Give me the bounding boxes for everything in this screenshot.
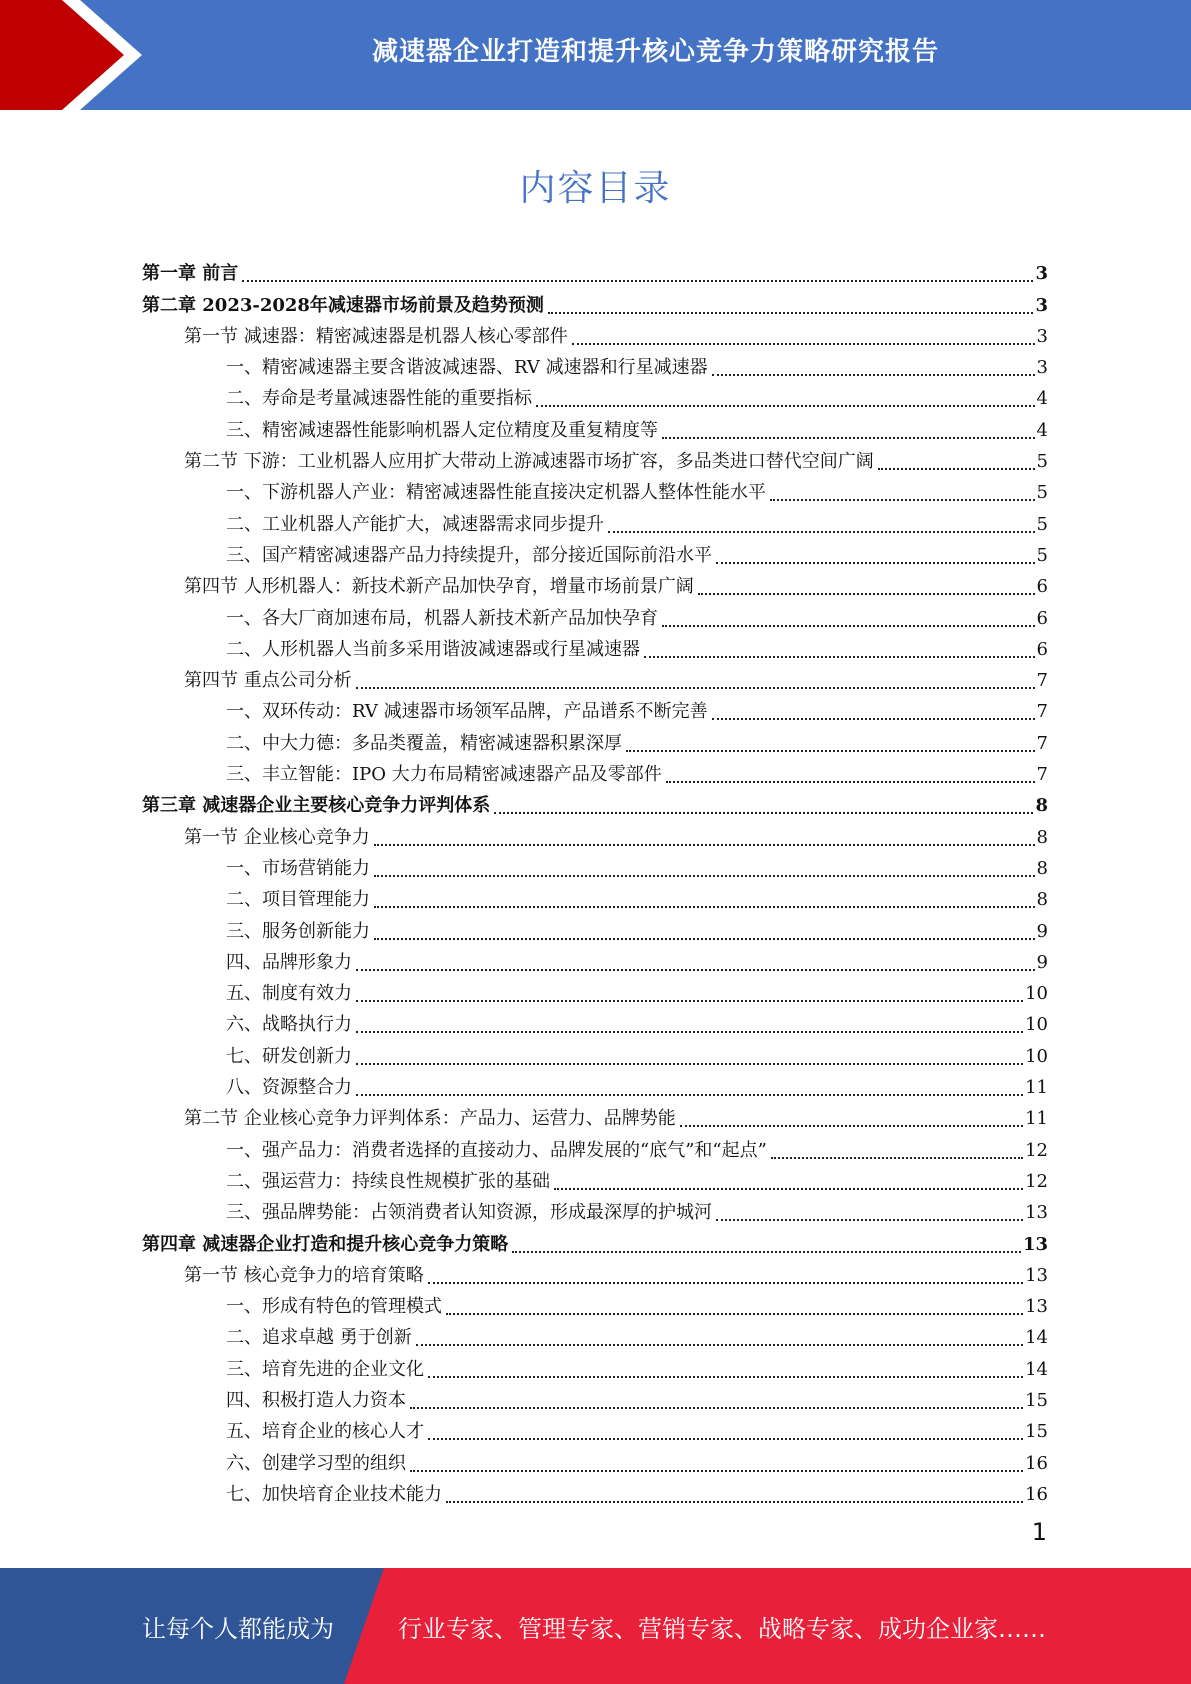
toc-entry[interactable] <box>142 817 1048 848</box>
toc-entry-text: 一、市场营销能力 <box>226 857 370 879</box>
dot-leader <box>608 513 1035 533</box>
toc-entry-page: 14 <box>1025 1358 1048 1380</box>
toc-entry[interactable] <box>142 849 1048 880</box>
page-footer <box>0 1568 1191 1684</box>
toc-entry-text: 三、丰立智能：IPO 大力布局精密减速器产品及零部件 <box>226 764 662 786</box>
toc-entry-text: 第四章 减速器企业打造和提升核心竞争力策略 <box>142 1233 509 1255</box>
dot-leader <box>712 356 1035 376</box>
dot-leader <box>374 888 1035 908</box>
toc-entry-page: 13 <box>1025 1202 1048 1224</box>
toc-entry-page: 3 <box>1036 357 1048 379</box>
dot-leader <box>374 826 1035 846</box>
toc-entry-text: 三、强品牌势能：占领消费者认知资源，形成最深厚的护城河 <box>226 1202 712 1224</box>
toc-entry-page: 16 <box>1025 1483 1048 1505</box>
toc-entry-page: 7 <box>1036 670 1048 692</box>
dot-leader <box>716 544 1035 564</box>
toc-entry-text: 第一节 减速器：精密减速器是机器人核心零部件 <box>184 325 568 347</box>
dot-leader <box>446 1483 1023 1503</box>
toc-entry[interactable] <box>142 1036 1048 1067</box>
toc-entry-text: 一、形成有特色的管理模式 <box>226 1296 442 1318</box>
toc-entry[interactable] <box>142 1381 1048 1412</box>
dot-leader <box>446 1295 1023 1315</box>
toc-entry-text: 一、各大厂商加速布局，机器人新技术新产品加快孕育 <box>226 607 658 629</box>
toc-entry-text: 一、下游机器人产业：精密减速器性能直接决定机器人整体性能水平 <box>226 482 766 504</box>
toc-entry-text: 二、人形机器人当前多采用谐波减速器或行星减速器 <box>226 638 640 660</box>
toc-entry-page: 11 <box>1025 1077 1048 1099</box>
toc-entry-page: 10 <box>1025 1014 1048 1036</box>
toc-entry-page: 8 <box>1036 857 1048 879</box>
toc-entry[interactable] <box>142 1287 1048 1318</box>
toc-entry-text: 第一节 核心竞争力的培育策略 <box>184 1264 424 1286</box>
toc-entry[interactable] <box>142 786 1048 817</box>
dot-leader <box>662 419 1035 439</box>
toc-entry-page: 3 <box>1036 325 1048 347</box>
toc-entry-page: 8 <box>1036 889 1048 911</box>
toc-entry-page: 8 <box>1036 826 1048 848</box>
toc-entry[interactable] <box>142 1256 1048 1287</box>
toc-entry-text: 四、品牌形象力 <box>226 951 352 973</box>
toc-entry-page: 15 <box>1025 1421 1048 1443</box>
dot-leader <box>374 920 1035 940</box>
dot-leader <box>712 700 1035 720</box>
toc-entry-text: 三、精密减速器性能影响机器人定位精度及重复精度等 <box>226 419 658 441</box>
toc-entry-page: 5 <box>1036 513 1048 535</box>
dot-leader <box>770 481 1035 501</box>
dot-leader <box>356 1076 1023 1096</box>
toc-entry[interactable] <box>142 348 1048 379</box>
toc-entry-page: 14 <box>1025 1327 1048 1349</box>
toc-entry-text: 第三章 减速器企业主要核心竞争力评判体系 <box>142 795 491 817</box>
toc-entry[interactable] <box>142 473 1048 504</box>
chevron-arrow-icon <box>0 0 160 110</box>
toc-entry[interactable] <box>142 692 1048 723</box>
toc-entry[interactable] <box>142 379 1048 410</box>
toc-entry[interactable] <box>142 1318 1048 1349</box>
toc-entry-text: 八、资源整合力 <box>226 1077 352 1099</box>
toc-entry-page: 7 <box>1036 764 1048 786</box>
toc-entry-text: 二、追求卓越 勇于创新 <box>226 1327 412 1349</box>
dot-leader <box>356 982 1023 1002</box>
toc-entry-page: 5 <box>1036 482 1048 504</box>
toc-entry-text: 五、制度有效力 <box>226 983 352 1005</box>
toc-entry-page: 11 <box>1025 1108 1048 1130</box>
toc-entry-text: 六、创建学习型的组织 <box>226 1452 406 1474</box>
toc-entry-text: 第一节 企业核心竞争力 <box>184 826 370 848</box>
toc-entry[interactable] <box>142 442 1048 473</box>
toc-entry-text: 第四节 人形机器人：新技术新产品加快孕育，增量市场前景广阔 <box>184 576 694 598</box>
dot-leader <box>644 638 1035 658</box>
toc-entry-page: 13 <box>1025 1296 1048 1318</box>
toc-entry[interactable] <box>142 630 1048 661</box>
toc-entry[interactable] <box>142 536 1048 567</box>
dot-leader <box>662 607 1035 627</box>
toc-entry[interactable] <box>142 755 1048 786</box>
toc-entry[interactable] <box>142 1068 1048 1099</box>
toc-entry-page: 10 <box>1025 1045 1048 1067</box>
footer-slogan-left: 让每个人都能成为 <box>142 1614 334 1643</box>
dot-leader <box>554 1170 1023 1190</box>
toc-entry-page: 10 <box>1025 983 1048 1005</box>
toc-entry-page: 15 <box>1025 1389 1048 1411</box>
toc-entry-text: 第二章 2023-2028年减速器市场前景及趋势预测 <box>142 294 544 316</box>
toc-entry-text: 二、强运营力：持续良性规模扩张的基础 <box>226 1170 550 1192</box>
toc-entry-page: 9 <box>1036 920 1048 942</box>
toc-entry-text: 四、积极打造人力资本 <box>226 1389 406 1411</box>
toc-entry[interactable] <box>142 1443 1048 1474</box>
toc-entry-text: 二、寿命是考量减速器性能的重要指标 <box>226 388 532 410</box>
toc-entry-page: 3 <box>1035 263 1048 285</box>
dot-leader <box>680 1107 1023 1127</box>
toc-entry-page: 5 <box>1036 544 1048 566</box>
toc-entry-page: 4 <box>1036 388 1048 410</box>
dot-leader <box>878 450 1035 470</box>
toc-entry-text: 二、项目管理能力 <box>226 889 370 911</box>
toc-heading: 内容目录 <box>519 168 672 209</box>
dot-leader <box>666 763 1035 783</box>
toc-entry[interactable] <box>142 410 1048 441</box>
dot-leader <box>416 1326 1023 1346</box>
toc-entry[interactable] <box>142 1475 1048 1506</box>
toc-entry-text: 七、研发创新力 <box>226 1045 352 1067</box>
toc-entry[interactable] <box>142 285 1048 316</box>
dot-leader <box>771 1139 1023 1159</box>
toc-entry[interactable] <box>142 254 1048 285</box>
dot-leader <box>374 857 1035 877</box>
dot-leader <box>548 294 1034 314</box>
toc-entry-text: 二、工业机器人产能扩大，减速器需求同步提升 <box>226 513 604 535</box>
toc-entry-text: 三、服务创新能力 <box>226 920 370 942</box>
toc-entry-page: 3 <box>1035 294 1048 316</box>
toc-entry-page: 4 <box>1036 419 1048 441</box>
dot-leader <box>410 1389 1023 1409</box>
toc-entry[interactable] <box>142 880 1048 911</box>
dot-leader <box>356 1013 1023 1033</box>
toc-entry[interactable] <box>142 1224 1048 1255</box>
toc-entry[interactable] <box>142 567 1048 598</box>
toc-entry-text: 第四节 重点公司分析 <box>184 670 352 692</box>
toc-entry-page: 7 <box>1036 732 1048 754</box>
toc-entry[interactable] <box>142 1162 1048 1193</box>
toc-entry-text: 二、中大力德：多品类覆盖，精密减速器积累深厚 <box>226 732 622 754</box>
dot-leader <box>536 387 1035 407</box>
toc-entry[interactable] <box>142 1412 1048 1443</box>
toc-entry-text: 三、培育先进的企业文化 <box>226 1358 424 1380</box>
dot-leader <box>356 951 1035 971</box>
dot-leader <box>716 1201 1023 1221</box>
dot-leader <box>512 1233 1021 1253</box>
toc-entry-page: 16 <box>1025 1452 1048 1474</box>
toc-entry-page: 6 <box>1036 607 1048 629</box>
dot-leader <box>572 325 1035 345</box>
footer-slogan-right: 行业专家、管理专家、营销专家、战略专家、成功企业家…… <box>398 1614 1046 1643</box>
dot-leader <box>356 1045 1023 1065</box>
dot-leader <box>428 1358 1023 1378</box>
table-of-contents <box>142 254 1048 1506</box>
toc-entry-text: 五、培育企业的核心人才 <box>226 1421 424 1443</box>
dot-leader <box>242 262 1033 282</box>
toc-entry-page: 13 <box>1022 1233 1048 1255</box>
toc-entry[interactable] <box>142 723 1048 754</box>
toc-entry[interactable] <box>142 911 1048 942</box>
toc-entry-text: 七、加快培育企业技术能力 <box>226 1483 442 1505</box>
dot-leader <box>410 1452 1023 1472</box>
toc-entry[interactable] <box>142 1130 1048 1161</box>
dot-leader <box>626 732 1035 752</box>
toc-entry[interactable] <box>142 661 1048 692</box>
toc-entry-page: 8 <box>1035 795 1048 817</box>
toc-entry-text: 一、双环传动：RV 减速器市场领军品牌，产品谱系不断完善 <box>226 701 708 723</box>
toc-entry-text: 第一章 前言 <box>142 263 239 285</box>
toc-entry-text: 第二节 企业核心竞争力评判体系：产品力、运营力、品牌势能 <box>184 1108 676 1130</box>
page-number: 1 <box>1031 1518 1047 1546</box>
toc-entry[interactable] <box>142 943 1048 974</box>
dot-leader <box>428 1420 1023 1440</box>
toc-entry-page: 12 <box>1025 1170 1048 1192</box>
toc-entry-page: 13 <box>1025 1264 1048 1286</box>
toc-entry[interactable] <box>142 317 1048 348</box>
report-title: 减速器企业打造和提升核心竞争力策略研究报告 <box>371 36 939 67</box>
toc-entry-text: 一、强产品力：消费者选择的直接动力、品牌发展的“底气”和“起点” <box>226 1139 767 1161</box>
toc-entry[interactable] <box>142 598 1048 629</box>
toc-entry-page: 9 <box>1036 951 1048 973</box>
toc-entry[interactable] <box>142 1005 1048 1036</box>
toc-entry-page: 6 <box>1036 576 1048 598</box>
toc-entry-page: 5 <box>1036 451 1048 473</box>
dot-leader <box>698 575 1035 595</box>
toc-entry[interactable] <box>142 504 1048 535</box>
toc-entry[interactable] <box>142 1193 1048 1224</box>
toc-entry[interactable] <box>142 1099 1048 1130</box>
toc-entry-text: 一、精密减速器主要含谐波减速器、RV 减速器和行星减速器 <box>226 357 708 379</box>
toc-entry-text: 三、国产精密减速器产品力持续提升，部分接近国际前沿水平 <box>226 544 712 566</box>
toc-entry-page: 7 <box>1036 701 1048 723</box>
toc-entry[interactable] <box>142 1349 1048 1380</box>
toc-entry-text: 六、战略执行力 <box>226 1014 352 1036</box>
dot-leader <box>494 794 1033 814</box>
toc-entry-page: 12 <box>1025 1139 1048 1161</box>
dot-leader <box>356 669 1035 689</box>
toc-entry[interactable] <box>142 974 1048 1005</box>
toc-entry-page: 6 <box>1036 638 1048 660</box>
dot-leader <box>428 1264 1023 1284</box>
toc-entry-text: 第二节 下游：工业机器人应用扩大带动上游减速器市场扩容，多品类进口替代空间广阔 <box>184 451 874 473</box>
page-header <box>0 0 1191 110</box>
